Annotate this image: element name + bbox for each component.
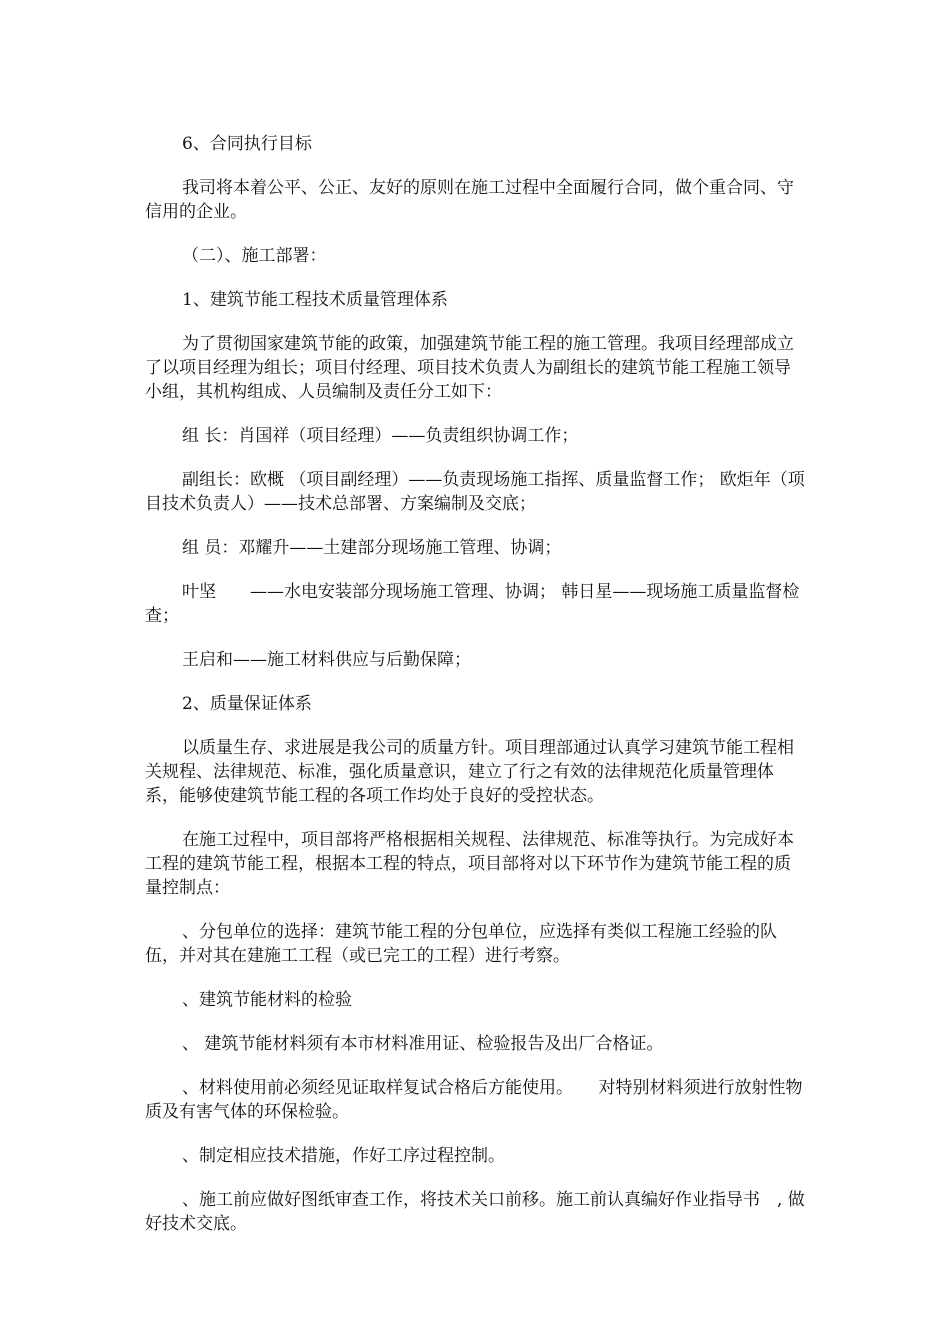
paragraph-material-inspection: 、建筑节能材料的检验 [182,990,352,1010]
paragraph-material-certificates: 、 建筑节能材料须有本市材料准用证、检验报告及出厂合格证。 [182,1034,664,1054]
paragraph-control-points: 在施工过程中，项目部将严格根据相关规程、法律规范、标准等执行。为完成好本工程的建筑节能工程，根据本工程的特点，项目部将对以下环节作为建筑节能工程的质量控制点： [145,830,794,898]
paragraph-contract-commitment: 我司将本着公平、公正、友好的原则在施工过程中全面履行合同，做个重合同、守信用的企业。 [145,178,794,222]
section-heading-deployment: （二）、施工部署： [182,246,327,266]
paragraph-technical-measures: 、制定相应技术措施，作好工序过程控制。 [182,1146,505,1166]
paragraph-quality-policy: 以质量生存、求进展是我公司的质量方针。项目理部通过认真学习建筑节能工程相关规程、法律规范、标准，强化质量意识，建立了行之有效的法律规范化质量管理体系，能够使建筑节能工程的各项工作均处于良好的受控状态。 [145,738,794,806]
document-body [145,132,805,1256]
paragraph-member-deng: 组 员：邓耀升——土建部分现场施工管理、协调； [182,538,562,558]
section-heading-contract-goal: 6、合同执行目标 [182,134,312,154]
paragraph-member-wang: 王启和——施工材料供应与后勤保障； [182,650,471,670]
paragraph-deputy-leaders: 副组长：欧概 （项目副经理）——负责现场施工指挥、质量监督工作； 欧炬年（项目技术负责人）——技术总部署、方案编制及交底； [145,470,805,514]
paragraph-group-leader: 组 长：肖国祥（项目经理）——负责组织协调工作； [182,426,579,446]
section-heading-management-system: 1、建筑节能工程技术质量管理体系 [182,290,448,310]
paragraph-material-retest: 、材料使用前必须经见证取样复试合格后方能使用。 对特别材料须进行放射性物质及有害气体的环保检验。 [145,1078,803,1122]
paragraph-member-ye-han: 叶坚 ——水电安装部分现场施工管理、协调； 韩日星——现场施工质量监督检查； [145,582,800,626]
paragraph-leadership-group: 为了贯彻国家建筑节能的政策，加强建筑节能工程的施工管理。我项目经理部成立了以项目经理为组长；项目付经理、项目技术负责人为副组长的建筑节能工程施工领导小组，其机构组成、人员编制及责任分工如下： [145,334,794,402]
paragraph-drawing-review: 、施工前应做好图纸审查工作，将技术关口前移。施工前认真编好作业指导书 , 做好技术交底。 [145,1190,805,1234]
section-heading-quality-system: 2、质量保证体系 [182,694,312,714]
paragraph-subcontractor-selection: 、分包单位的选择：建筑节能工程的分包单位，应选择有类似工程施工经验的队伍，并对其在建施工工程（或已完工的工程）进行考察。 [145,922,777,966]
